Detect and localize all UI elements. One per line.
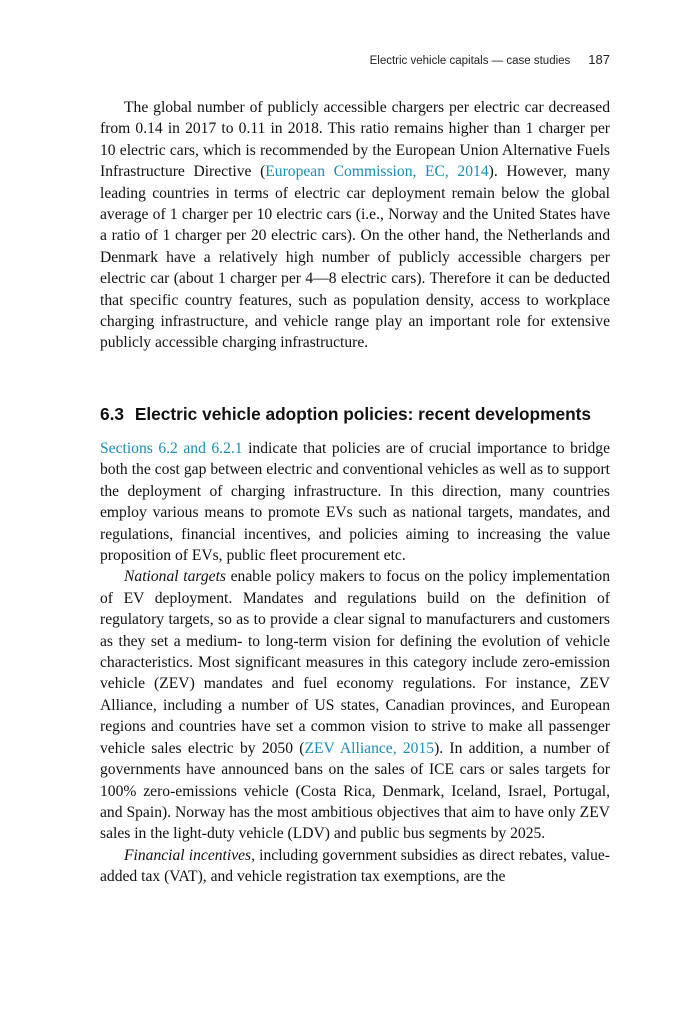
citation-link-ec-2014[interactable]: European Commission, EC, 2014 [265,163,489,181]
paragraph-text: indicate that policies are of crucial importance to bridge both the cost gap between electric and conventional vehicles as well as to support the deployment of charging infrastructure. In this direction, many countries employ various means to promote EVs such as national targets, mandates, and regulations, financial incentives, and policies aiming to increasing the value proposition of EVs, public fleet procurement etc. [100,440,610,565]
page-number: 187 [588,52,610,67]
citation-link-zev-alliance[interactable]: ZEV Alliance, 2015 [304,739,435,757]
paragraph-text: The global number of publicly accessible chargers per electric car decreased from 0.14 in 2017 to 0.11 in 2018. This ratio remains higher than 1 charger per 10 electric cars, which is recommended by the European Union Alternative Fuels Infrastructure Directive ( [100,99,610,181]
section-title: Electric vehicle adoption policies: recent developments [134,404,592,424]
paragraph-text: , including government subsidies as direct rebates, value-added tax (VAT), and vehicle registration tax exemptions, are the [100,846,610,886]
section-number: 6.3 [100,404,125,424]
section-heading [100,404,620,425]
body-paragraph-3 [100,566,610,844]
body-paragraph-2 [100,438,610,566]
body-paragraph-1 [100,97,610,354]
section-body [100,438,610,888]
italic-term-financial-incentives: Financial incentives [124,846,252,864]
cross-reference-link-sections[interactable]: Sections 6.2 and 6.2.1 [100,440,243,457]
paragraph-text: ). However, many leading countries in terms of electric car deployment remain below the global average of 1 charger per 10 electric cars (i.e., Norway and the United States have a ratio of 1 charger per 20 electric cars). On the other hand, the Netherlands and Denmark have a relatively high number of publicly accessible chargers per electric car (about 1 charger per 4—8 electric cars). Therefore it can be deducted that specific country features, such as population density, access to workplace charging infrastructure, and vehicle range play an important role for extensive publicly accessible charging infrastructure. [100,163,610,352]
paragraph-text: enable policy makers to focus on the policy implementation of EV deployment. Mandates and regulations build on the definition of regulatory targets, so as to provide a clear signal to manufacturers and customers as they set a medium- to long-term vision for defining the evolution of vehicle characteristics. Most significant measures in this category include zero-emission vehicle (ZEV) mandates and fuel economy regulations. For instance, ZEV Alliance, including a number of US states, Canadian provinces, and European regions and countries have set a common vision to strive to make all passenger vehicle sales electric by 2050 ( [100,568,610,757]
running-header [370,52,610,67]
paragraph-text: ). In addition, a number of governments have announced bans on the sales of ICE cars or sales targets for 100% zero-emissions vehicle (Costa Rica, Denmark, Iceland, Israel, Portugal, and Spain). Norway has the most ambitious objectives that aim to have only ZEV sales in the light-duty vehicle (LDV) and public bus segments by 2025. [100,739,610,843]
body-paragraph-4 [100,845,610,888]
italic-term-national-targets: National targets [124,568,226,586]
running-title: Electric vehicle capitals — case studies [369,55,571,67]
